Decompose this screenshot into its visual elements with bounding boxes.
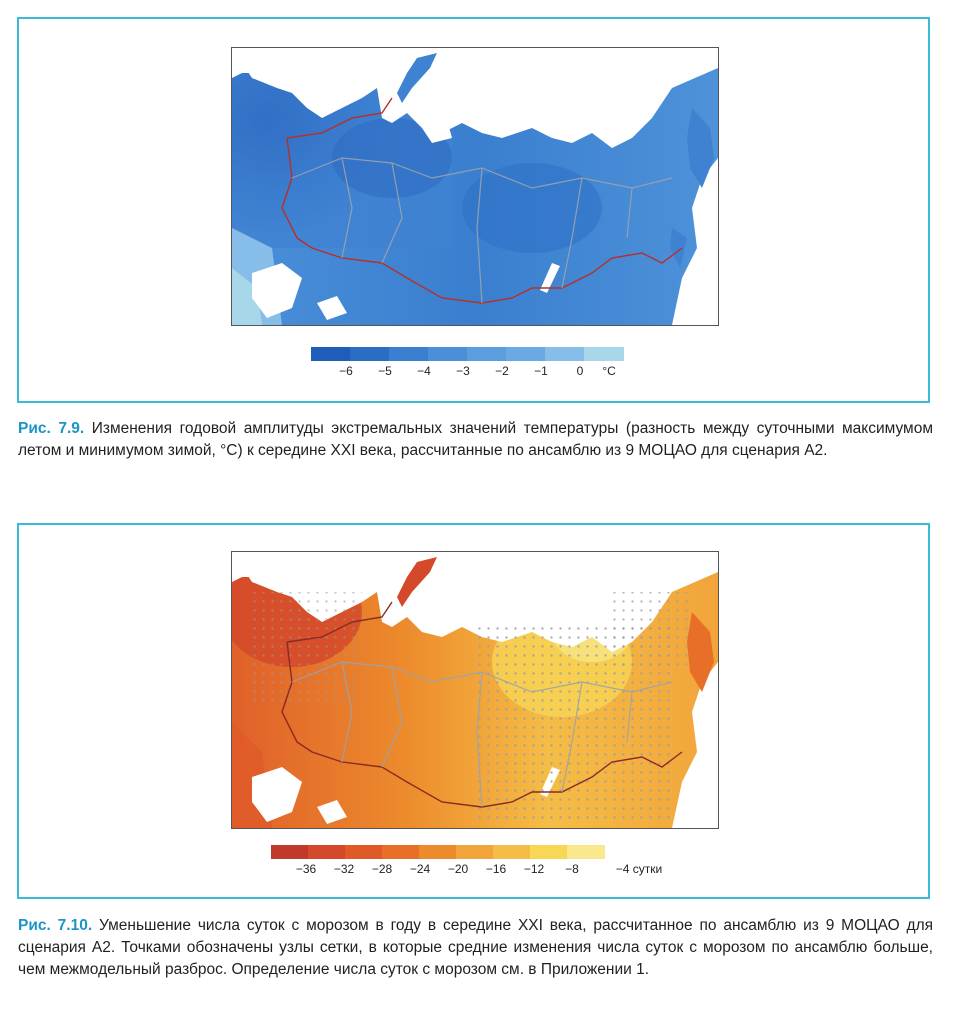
colorbar-tick: −1	[534, 364, 548, 378]
colorbar-swatch	[271, 845, 308, 859]
colorbar-tick: −5	[378, 364, 392, 378]
colorbar-swatch	[308, 845, 345, 859]
colorbar-swatch	[456, 845, 493, 859]
colorbar-swatch	[506, 347, 545, 361]
colorbar-swatch	[493, 845, 530, 859]
colorbar-swatch	[428, 347, 467, 361]
colorbar-unit: °C	[602, 364, 616, 378]
colorbar-tick: −32	[333, 862, 355, 876]
figure-7-9-caption	[18, 418, 933, 462]
colorbar-ticks-amplitude	[311, 364, 631, 380]
colorbar-tick: −6	[339, 364, 353, 378]
colorbar-swatch	[419, 845, 456, 859]
colorbar-frost-days	[271, 845, 605, 859]
colorbar-tick: −12	[523, 862, 545, 876]
colorbar-tick: −2	[495, 364, 509, 378]
colorbar-swatch	[567, 845, 605, 859]
caption-label: Рис. 7.10.	[18, 917, 93, 934]
colorbar-swatch	[467, 347, 506, 361]
caption-text: Уменьшение числа суток с морозом в году в середине XXI века, рассчитанное по ансамблю из 9 МОЦАО для сценария А2. Точками обозначены узлы сетки, в которые средние изменения числа суток с морозом по ансамблю больше, чем межмодельный разброс. Определение числа суток с морозом см. в Приложении 1.	[18, 917, 934, 978]
colorbar-tick: −4	[417, 364, 431, 378]
colorbar-tick: −36	[295, 862, 317, 876]
colorbar-swatch	[345, 845, 382, 859]
colorbar-swatch	[545, 347, 584, 361]
colorbar-tick: −3	[456, 364, 470, 378]
colorbar-tick: −20	[447, 862, 469, 876]
colorbar-tick: −16	[485, 862, 507, 876]
figure-7-10-panel	[17, 523, 930, 899]
colorbar-ticks-frost-days	[271, 862, 691, 878]
colorbar-swatch	[350, 347, 389, 361]
colorbar-swatch	[311, 347, 350, 361]
colorbar-swatch	[530, 845, 567, 859]
figure-7-10-caption	[18, 915, 933, 981]
colorbar-amplitude	[311, 347, 624, 361]
colorbar-swatch	[382, 845, 419, 859]
caption-text: Изменения годовой амплитуды экстремальных значений температуры (разность между суточными максимумом летом и минимумом зимой, °C) к середине XXI века, рассчитанные по ансамблю из 9 МОЦАО для сценария А2.	[18, 420, 933, 459]
colorbar-swatch	[389, 347, 428, 361]
colorbar-tick: −28	[371, 862, 393, 876]
frost-days-change-map	[231, 551, 719, 829]
caption-label: Рис. 7.9.	[18, 420, 85, 437]
colorbar-tick: −4 сутки	[615, 862, 663, 876]
colorbar-swatch	[584, 347, 624, 361]
colorbar-tick: −8	[565, 862, 579, 876]
colorbar-tick: 0	[576, 364, 584, 378]
amplitude-change-map	[231, 47, 719, 326]
figure-7-9-panel	[17, 17, 930, 403]
colorbar-tick: −24	[409, 862, 431, 876]
